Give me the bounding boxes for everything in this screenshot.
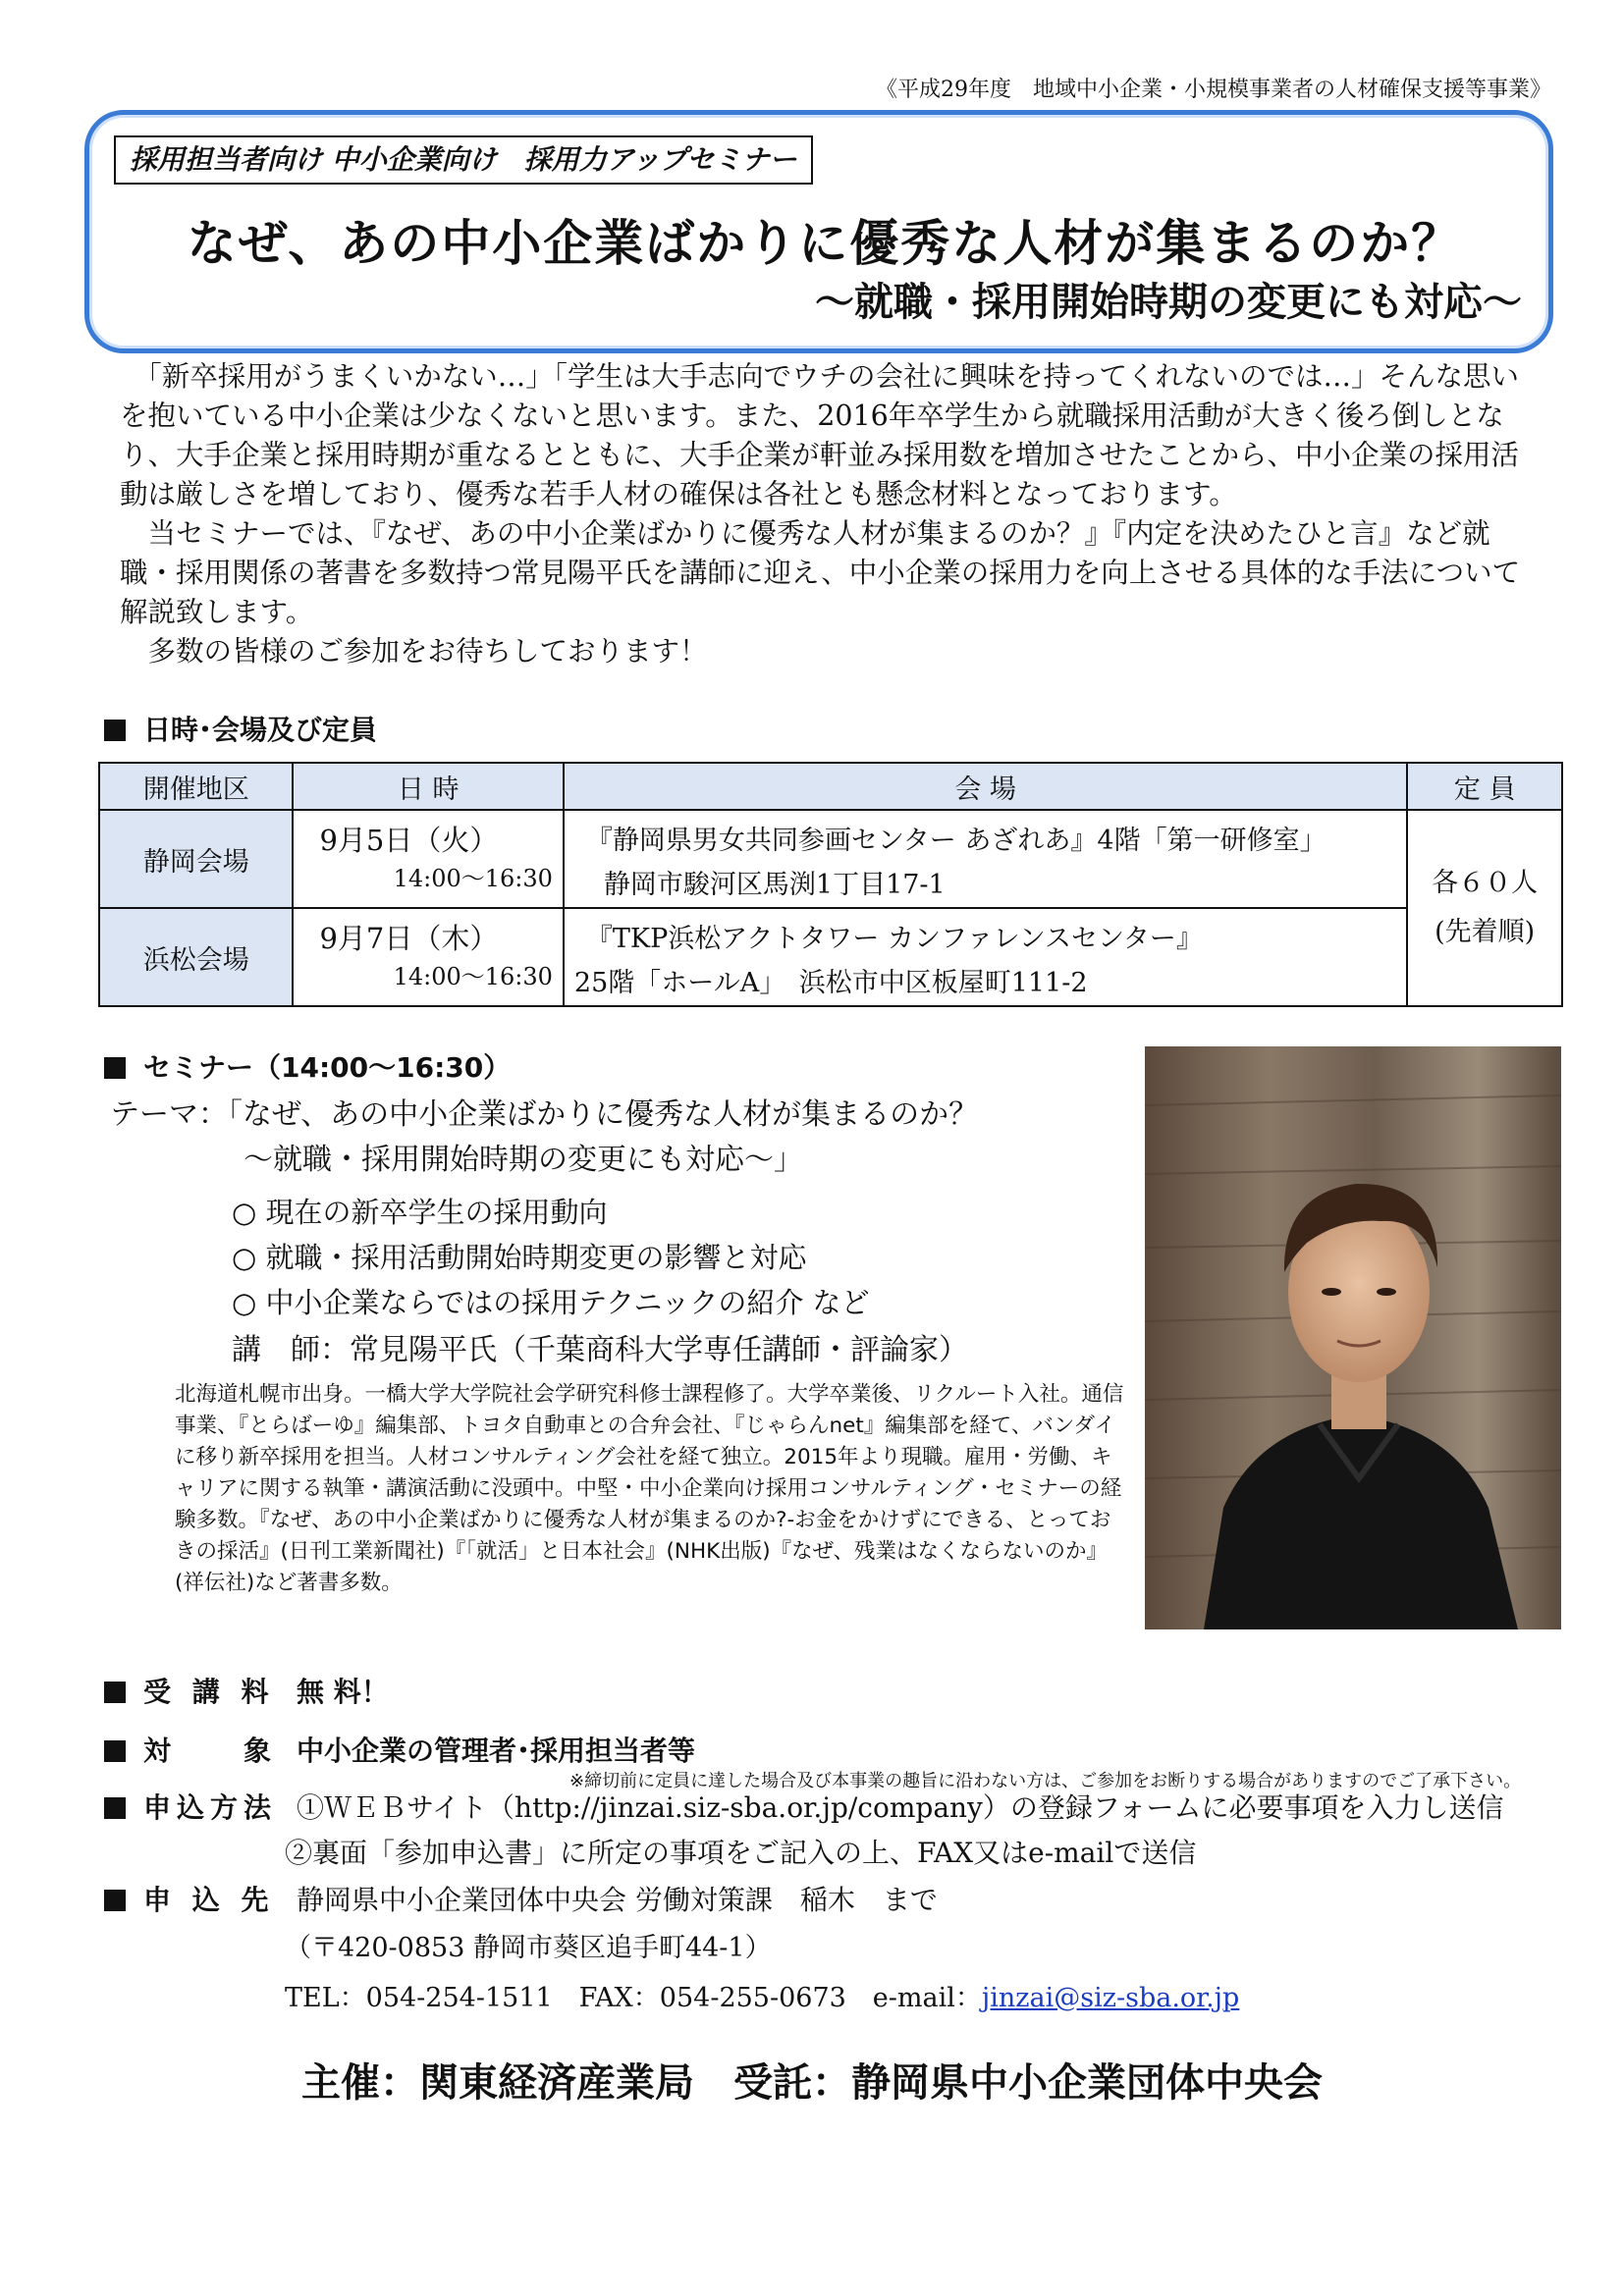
date-text: 9月5日（火） xyxy=(319,824,499,857)
apply-method-fax: ②裏面「参加申込書」に所定の事項をご記入の上、FAX又はe-mailで送信 xyxy=(285,1837,1197,1869)
list-item: ○ 就職・採用活動開始時期変更の影響と対応 xyxy=(232,1241,807,1274)
venue-address: 静岡市駿河区馬渕1丁目17-1 xyxy=(603,870,946,900)
apply-method-web: ①ＷＥＢサイト（http://jinzai.siz-sba.or.jp/company）の登録フォームに必要事項を入力し送信 xyxy=(297,1791,1504,1824)
venue-name: 『TKP浜松アクトタワー カンファレンスセンター』 xyxy=(585,924,1203,954)
capacity-cell xyxy=(1407,810,1562,1006)
portrait-illustration xyxy=(1145,1046,1561,1629)
fee-row xyxy=(104,1671,389,1710)
square-bullet-icon xyxy=(104,720,126,741)
theme-title: 「なぜ、あの中小企業ばかりに優秀な人材が集まるのか？ xyxy=(228,1097,979,1132)
fee-label: 受 講 料 xyxy=(143,1676,275,1708)
date-cell xyxy=(293,810,563,908)
tel-fax-text: TEL：054-254-1511 FAX：054-255-0673 e-mail： xyxy=(285,1983,982,2013)
target-row xyxy=(104,1730,695,1769)
square-bullet-icon xyxy=(104,1057,126,1079)
theme-line-2: ～就職・採用開始時期の変更にも対応～」 xyxy=(244,1143,803,1177)
list-item: ○ 現在の新卒学生の採用動向 xyxy=(232,1196,608,1229)
contact-label: 申 込 先 xyxy=(143,1884,275,1916)
target-value: 中小企業の管理者･採用担当者等 xyxy=(297,1735,696,1767)
seminar-label: 採用担当者向け 中小企業向け 採用力アップセミナー xyxy=(114,135,813,185)
contact-address: （〒420-0853 静岡市葵区追手町44-1） xyxy=(285,1933,772,1963)
table-row xyxy=(99,908,1562,1006)
venue-name: 『静岡県男女共同参画センター あざれあ』4階「第一研修室」 xyxy=(585,826,1326,856)
schedule-table xyxy=(98,762,1563,1007)
apply-label: 申込方法 xyxy=(143,1791,278,1824)
date-text: 9月7日（木） xyxy=(319,922,499,955)
venue-cell xyxy=(564,908,1407,1006)
intro-paragraph: 多数の皆様のご参加をお待ちしております！ xyxy=(147,635,708,667)
intro-paragraph: 「新卒採用がうまくいかない…」「学生は大手志向でウチの会社に興味を持ってくれないのでは…」そんな思いを抱いている中小企業は少なくないと思います。また、2016年卒学生から就職採用活動が大きく後ろ倒しとなり、大手企業と採用時期が重なるとともに、大手企業が軒並み採用数を増加させたことから、中小企業の採用活動は厳しさを増しており、優秀な若手人材の確保は各社とも懸念材料となっております。 xyxy=(120,360,1520,510)
table-header-row xyxy=(99,763,1562,810)
square-bullet-icon xyxy=(104,1740,126,1762)
notice-text: ※締切前に定員に達した場合及び本事業の趣旨に沿わない方は、ご参加をお断りする場合がありますのでご了承下さい。 xyxy=(569,1771,1522,1791)
lecturer-line: 講 師：常見陽平氏（千葉商科大学専任講師・評論家） xyxy=(232,1333,968,1367)
page-title: なぜ、あの中小企業ばかりに優秀な人材が集まるのか？ xyxy=(187,215,1463,272)
capacity-value: 各６０人 xyxy=(1432,868,1539,898)
intro-text xyxy=(120,357,1543,671)
lecturer-bio: 北海道札幌市出身。一橋大学大学院社会学研究科修士課程修了。大学卒業後、リクルート入社。通信事業、『とらばーゆ』編集部、トヨタ自動車との合弁会社、『じゃらんnet』編集部を経て、バンダイに移り新卒採用を担当。人材コンサルティング会社を経て独立。2015年より現職。雇用・労働、キャリアに関する執筆・講演活動に没頭中。中堅・中小企業向け採用コンサルティング・セミナーの経験多数。『なぜ、あの中小企業ばかりに優秀な人材が集まるのか?-お金をかけずにできる、とっておきの採活』(日刊工業新聞社)『「就活」と日本社会』(NHK出版)『なぜ、残業はなくならないのか』(祥伝社)など著書多数。 xyxy=(175,1382,1124,1595)
intro-paragraph: 当セミナーでは、『なぜ、あの中小企業ばかりに優秀な人材が集まるのか？』『内定を決めたひと言』など就職・採用関係の著書を多数持つ常見陽平氏を講師に迎え、中小企業の採用力を向上させる具体的な手法について解説致します。 xyxy=(120,517,1521,628)
column-header: 定 員 xyxy=(1407,763,1562,810)
column-header: 会 場 xyxy=(564,763,1407,810)
theme-label: テーマ： xyxy=(110,1097,228,1132)
fee-value: 無 料！ xyxy=(297,1676,389,1708)
column-header: 開催地区 xyxy=(99,763,293,810)
table-row xyxy=(99,810,1562,908)
lecturer-photo xyxy=(1145,1046,1561,1629)
email-link[interactable]: jinzai@siz-sba.or.jp xyxy=(981,1983,1240,2013)
topic-list xyxy=(232,1190,870,1325)
organizer-line: 主催：関東経済産業局 受託：静岡県中小企業団体中央会 xyxy=(301,2060,1323,2106)
area-cell: 浜松会場 xyxy=(99,908,293,1006)
contact-row xyxy=(104,1879,938,1918)
theme-line-1 xyxy=(110,1094,978,1137)
square-bullet-icon xyxy=(104,1797,126,1819)
time-text: 14:00～16:30 xyxy=(393,865,553,892)
square-bullet-icon xyxy=(104,1682,126,1703)
square-bullet-icon xyxy=(104,1890,126,1911)
contact-phone xyxy=(285,1976,1239,2014)
capacity-note: (先着順) xyxy=(1435,917,1536,947)
project-line: 《平成29年度 地域中小企業・小規模事業者の人材確保支援等事業》 xyxy=(876,78,1551,102)
date-cell xyxy=(293,908,563,1006)
contact-value: 静岡県中小企業団体中央会 労働対策課 稲木 まで xyxy=(297,1884,938,1916)
column-header: 日 時 xyxy=(293,763,563,810)
target-label: 対 象 xyxy=(143,1735,278,1767)
area-cell: 静岡会場 xyxy=(99,810,293,908)
time-text: 14:00～16:30 xyxy=(393,963,553,990)
schedule-heading: 日時･会場及び定員 xyxy=(104,709,377,748)
page-subtitle: ～就職・採用開始時期の変更にも対応～ xyxy=(815,280,1522,325)
seminar-heading: セミナー（14:00～16:30） xyxy=(104,1046,511,1086)
venue-cell xyxy=(564,810,1407,908)
list-item: ○ 中小企業ならではの採用テクニックの紹介 など xyxy=(232,1286,870,1319)
apply-row xyxy=(104,1787,1503,1826)
venue-address: 25階「ホールA」 浜松市中区板屋町111-2 xyxy=(573,968,1088,998)
